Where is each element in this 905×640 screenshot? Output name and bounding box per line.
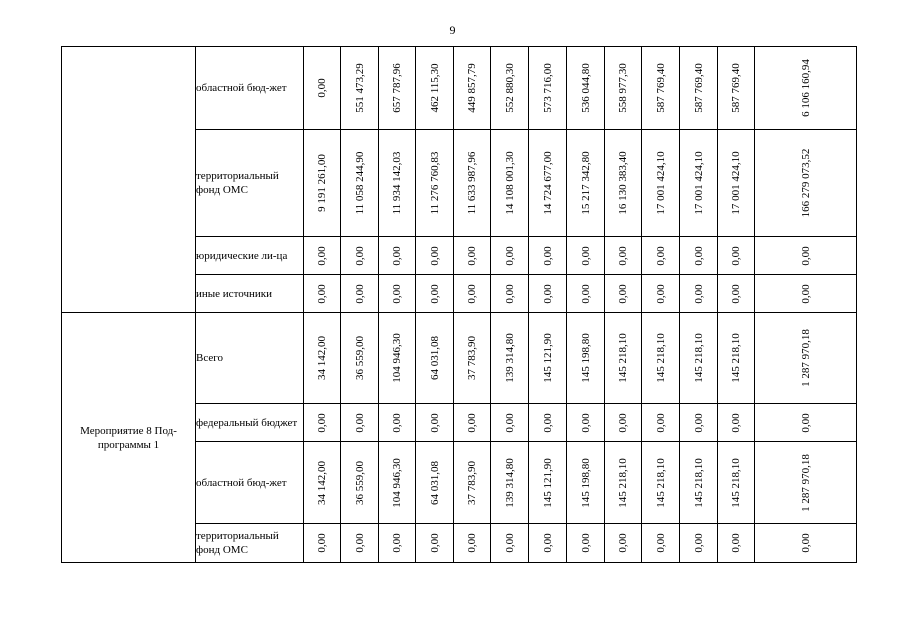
year-value-cell xyxy=(529,130,567,237)
year-value-cell xyxy=(341,47,379,130)
year-value-cell xyxy=(304,442,341,524)
total-value-cell xyxy=(755,442,857,524)
value-text: 0,00 xyxy=(316,412,328,433)
funding-source-cell: иные источники xyxy=(196,275,304,313)
funding-source-cell: Всего xyxy=(196,313,304,404)
year-value-cell xyxy=(718,442,755,524)
value-text: 0,00 xyxy=(730,533,742,553)
year-value-cell xyxy=(567,442,605,524)
year-value-cell xyxy=(304,404,341,442)
table-row xyxy=(62,47,857,130)
year-value-cell xyxy=(642,524,680,563)
value-text: 11 276 760,83 xyxy=(428,151,441,215)
value-text: 552 880,30 xyxy=(503,63,516,113)
value-text: 0,00 xyxy=(353,533,366,553)
value-text: 0,00 xyxy=(579,245,592,266)
year-value-cell xyxy=(567,275,605,313)
year-value-cell xyxy=(416,442,454,524)
value-text: 551 473,29 xyxy=(353,63,366,113)
value-text: 0,00 xyxy=(654,245,667,266)
year-value-cell xyxy=(341,404,379,442)
value-text: 36 559,00 xyxy=(353,460,366,505)
year-value-cell xyxy=(567,524,605,563)
year-value-cell xyxy=(416,237,454,275)
year-value-cell xyxy=(341,313,379,404)
year-value-cell xyxy=(642,404,680,442)
total-value-cell xyxy=(755,275,857,313)
year-value-cell xyxy=(680,47,718,130)
value-text: 0,00 xyxy=(466,245,478,266)
year-value-cell xyxy=(680,313,718,404)
total-value-cell xyxy=(755,47,857,130)
year-value-cell xyxy=(718,47,755,130)
year-value-cell xyxy=(304,237,341,275)
year-value-cell xyxy=(454,524,491,563)
year-value-cell xyxy=(379,442,416,524)
year-value-cell xyxy=(341,237,379,275)
year-value-cell xyxy=(529,524,567,563)
year-value-cell xyxy=(379,47,416,130)
value-text: 139 314,80 xyxy=(503,333,516,383)
value-text: 0,00 xyxy=(617,412,629,433)
value-text: 0,00 xyxy=(316,78,328,98)
year-value-cell xyxy=(304,47,341,130)
value-text: 17 001 424,10 xyxy=(692,151,705,215)
value-text: 36 559,00 xyxy=(353,336,366,380)
funding-source-cell: территориальный фонд ОМС xyxy=(196,524,304,563)
value-text: 9 191 261,00 xyxy=(316,154,328,212)
year-value-cell xyxy=(642,47,680,130)
value-text: 0,00 xyxy=(654,533,667,553)
year-value-cell xyxy=(718,524,755,563)
value-text: 6 106 160,94 xyxy=(799,59,812,117)
value-text: 0,00 xyxy=(428,533,441,553)
year-value-cell xyxy=(680,130,718,237)
year-value-cell xyxy=(491,404,529,442)
value-text: 587 769,40 xyxy=(692,63,705,113)
value-text: 104 946,30 xyxy=(391,457,403,508)
year-value-cell xyxy=(529,404,567,442)
value-text: 145 121,90 xyxy=(541,457,554,508)
value-text: 0,00 xyxy=(391,412,403,433)
year-value-cell xyxy=(718,130,755,237)
value-text: 0,00 xyxy=(692,412,705,433)
value-text: 0,00 xyxy=(579,412,592,433)
value-text: 462 115,30 xyxy=(428,63,441,113)
value-text: 449 857,79 xyxy=(466,63,478,113)
year-value-cell xyxy=(605,275,642,313)
year-value-cell xyxy=(491,130,529,237)
value-text: 0,00 xyxy=(692,245,705,266)
year-value-cell xyxy=(491,237,529,275)
value-text: 0,00 xyxy=(353,245,366,266)
value-text: 0,00 xyxy=(428,412,441,433)
value-text: 536 044,80 xyxy=(579,63,592,113)
year-value-cell xyxy=(341,130,379,237)
year-value-cell xyxy=(341,524,379,563)
year-value-cell xyxy=(642,130,680,237)
value-text: 0,00 xyxy=(316,245,328,266)
value-text: 0,00 xyxy=(730,412,742,433)
year-value-cell xyxy=(567,237,605,275)
year-value-cell xyxy=(491,47,529,130)
year-value-cell xyxy=(379,404,416,442)
value-text: 145 218,10 xyxy=(654,457,667,508)
value-text: 0,00 xyxy=(541,412,554,433)
value-text: 0,00 xyxy=(503,245,516,266)
year-value-cell xyxy=(379,130,416,237)
year-value-cell xyxy=(567,404,605,442)
year-value-cell xyxy=(605,47,642,130)
year-value-cell xyxy=(304,275,341,313)
year-value-cell xyxy=(680,404,718,442)
total-value-cell xyxy=(755,237,857,275)
value-text: 139 314,80 xyxy=(503,457,516,508)
value-text: 0,00 xyxy=(654,412,667,433)
funding-source-cell: областной бюд-жет xyxy=(196,442,304,524)
year-value-cell xyxy=(680,524,718,563)
value-text: 104 946,30 xyxy=(391,333,403,383)
year-value-cell xyxy=(416,313,454,404)
value-text: 0,00 xyxy=(466,283,478,304)
value-text: 0,00 xyxy=(466,412,478,433)
total-value-cell xyxy=(755,524,857,563)
year-value-cell xyxy=(642,442,680,524)
year-value-cell xyxy=(529,237,567,275)
value-text: 145 198,80 xyxy=(579,333,592,383)
value-text: 0,00 xyxy=(316,533,328,553)
year-value-cell xyxy=(642,275,680,313)
year-value-cell xyxy=(718,404,755,442)
year-value-cell xyxy=(454,237,491,275)
year-value-cell xyxy=(491,442,529,524)
value-text: 587 769,40 xyxy=(654,63,667,113)
year-value-cell xyxy=(642,237,680,275)
year-value-cell xyxy=(605,237,642,275)
value-text: 145 218,10 xyxy=(617,333,629,383)
funding-source-cell: федеральный бюджет xyxy=(196,404,304,442)
value-text: 145 218,10 xyxy=(730,457,742,508)
year-value-cell xyxy=(642,313,680,404)
value-text: 0,00 xyxy=(541,533,554,553)
value-text: 0,00 xyxy=(391,533,403,553)
value-text: 0,00 xyxy=(391,245,403,266)
value-text: 0,00 xyxy=(466,533,478,553)
value-text: 0,00 xyxy=(799,283,812,304)
value-text: 0,00 xyxy=(541,283,554,304)
year-value-cell xyxy=(341,442,379,524)
value-text: 64 031,08 xyxy=(428,460,441,505)
value-text: 15 217 342,80 xyxy=(579,151,592,215)
funding-source-cell: территориальный фонд ОМС xyxy=(196,130,304,237)
value-text: 0,00 xyxy=(692,533,705,553)
year-value-cell xyxy=(529,442,567,524)
value-text: 0,00 xyxy=(799,533,812,553)
year-value-cell xyxy=(605,442,642,524)
total-value-cell xyxy=(755,313,857,404)
value-text: 0,00 xyxy=(617,533,629,553)
year-value-cell xyxy=(567,313,605,404)
value-text: 166 279 073,52 xyxy=(799,148,812,218)
value-text: 0,00 xyxy=(799,412,812,433)
value-text: 558 977,30 xyxy=(617,63,629,113)
year-value-cell xyxy=(491,275,529,313)
value-text: 11 058 244,90 xyxy=(353,151,366,215)
value-text: 14 724 677,00 xyxy=(541,151,554,215)
year-value-cell xyxy=(605,313,642,404)
value-text: 145 198,80 xyxy=(579,457,592,508)
year-value-cell xyxy=(416,524,454,563)
value-text: 0,00 xyxy=(617,245,629,266)
year-value-cell xyxy=(529,313,567,404)
value-text: 1 287 970,18 xyxy=(799,329,812,387)
year-value-cell xyxy=(680,275,718,313)
value-text: 14 108 001,30 xyxy=(503,151,516,215)
value-text: 17 001 424,10 xyxy=(654,151,667,215)
value-text: 0,00 xyxy=(617,283,629,304)
year-value-cell xyxy=(529,47,567,130)
year-value-cell xyxy=(379,524,416,563)
value-text: 0,00 xyxy=(654,283,667,304)
year-value-cell xyxy=(605,130,642,237)
value-text: 37 783,90 xyxy=(466,336,478,380)
value-text: 34 142,00 xyxy=(316,336,328,380)
year-value-cell xyxy=(304,130,341,237)
budget-table xyxy=(61,46,857,563)
value-text: 0,00 xyxy=(579,533,592,553)
year-value-cell xyxy=(454,130,491,237)
value-text: 0,00 xyxy=(316,283,328,304)
year-value-cell xyxy=(454,404,491,442)
value-text: 11 934 142,03 xyxy=(391,151,403,215)
value-text: 0,00 xyxy=(541,245,554,266)
value-text: 0,00 xyxy=(428,245,441,266)
value-text: 37 783,90 xyxy=(466,460,478,505)
year-value-cell xyxy=(304,313,341,404)
value-text: 16 130 383,40 xyxy=(617,151,629,215)
year-value-cell xyxy=(567,130,605,237)
year-value-cell xyxy=(454,47,491,130)
year-value-cell xyxy=(718,275,755,313)
value-text: 145 218,10 xyxy=(730,333,742,383)
value-text: 145 218,10 xyxy=(692,333,705,383)
year-value-cell xyxy=(454,275,491,313)
value-text: 0,00 xyxy=(799,245,812,266)
value-text: 0,00 xyxy=(428,283,441,304)
value-text: 657 787,96 xyxy=(391,63,403,113)
year-value-cell xyxy=(341,275,379,313)
value-text: 0,00 xyxy=(503,533,516,553)
event-name-cell xyxy=(62,47,196,313)
year-value-cell xyxy=(680,237,718,275)
value-text: 0,00 xyxy=(353,283,366,304)
value-text: 0,00 xyxy=(730,283,742,304)
year-value-cell xyxy=(718,313,755,404)
value-text: 0,00 xyxy=(692,283,705,304)
page-number: 9 xyxy=(449,23,456,37)
year-value-cell xyxy=(304,524,341,563)
year-value-cell xyxy=(529,275,567,313)
value-text: 145 121,90 xyxy=(541,333,554,383)
value-text: 145 218,10 xyxy=(617,457,629,508)
year-value-cell xyxy=(416,404,454,442)
year-value-cell xyxy=(605,404,642,442)
funding-source-cell: юридические ли-ца xyxy=(196,237,304,275)
year-value-cell xyxy=(416,47,454,130)
value-text: 11 633 987,96 xyxy=(466,151,478,215)
value-text: 145 218,10 xyxy=(654,333,667,383)
total-value-cell xyxy=(755,130,857,237)
value-text: 34 142,00 xyxy=(316,460,328,505)
value-text: 64 031,08 xyxy=(428,336,441,380)
year-value-cell xyxy=(567,47,605,130)
funding-source-cell: областной бюд-жет xyxy=(196,47,304,130)
year-value-cell xyxy=(454,442,491,524)
value-text: 0,00 xyxy=(579,283,592,304)
value-text: 145 218,10 xyxy=(692,457,705,508)
year-value-cell xyxy=(680,442,718,524)
value-text: 1 287 970,18 xyxy=(799,453,812,512)
year-value-cell xyxy=(718,237,755,275)
table-row xyxy=(62,313,857,404)
total-value-cell xyxy=(755,404,857,442)
value-text: 0,00 xyxy=(391,283,403,304)
year-value-cell xyxy=(454,313,491,404)
value-text: 573 716,00 xyxy=(541,63,554,113)
year-value-cell xyxy=(491,524,529,563)
year-value-cell xyxy=(379,313,416,404)
value-text: 0,00 xyxy=(730,245,742,266)
year-value-cell xyxy=(605,524,642,563)
value-text: 0,00 xyxy=(503,412,516,433)
value-text: 587 769,40 xyxy=(730,63,742,113)
event-name-cell: Мероприятие 8 Под-программы 1 xyxy=(62,313,196,563)
year-value-cell xyxy=(491,313,529,404)
year-value-cell xyxy=(379,237,416,275)
value-text: 17 001 424,10 xyxy=(730,151,742,215)
year-value-cell xyxy=(379,275,416,313)
year-value-cell xyxy=(416,130,454,237)
value-text: 0,00 xyxy=(503,283,516,304)
value-text: 0,00 xyxy=(353,412,366,433)
year-value-cell xyxy=(416,275,454,313)
